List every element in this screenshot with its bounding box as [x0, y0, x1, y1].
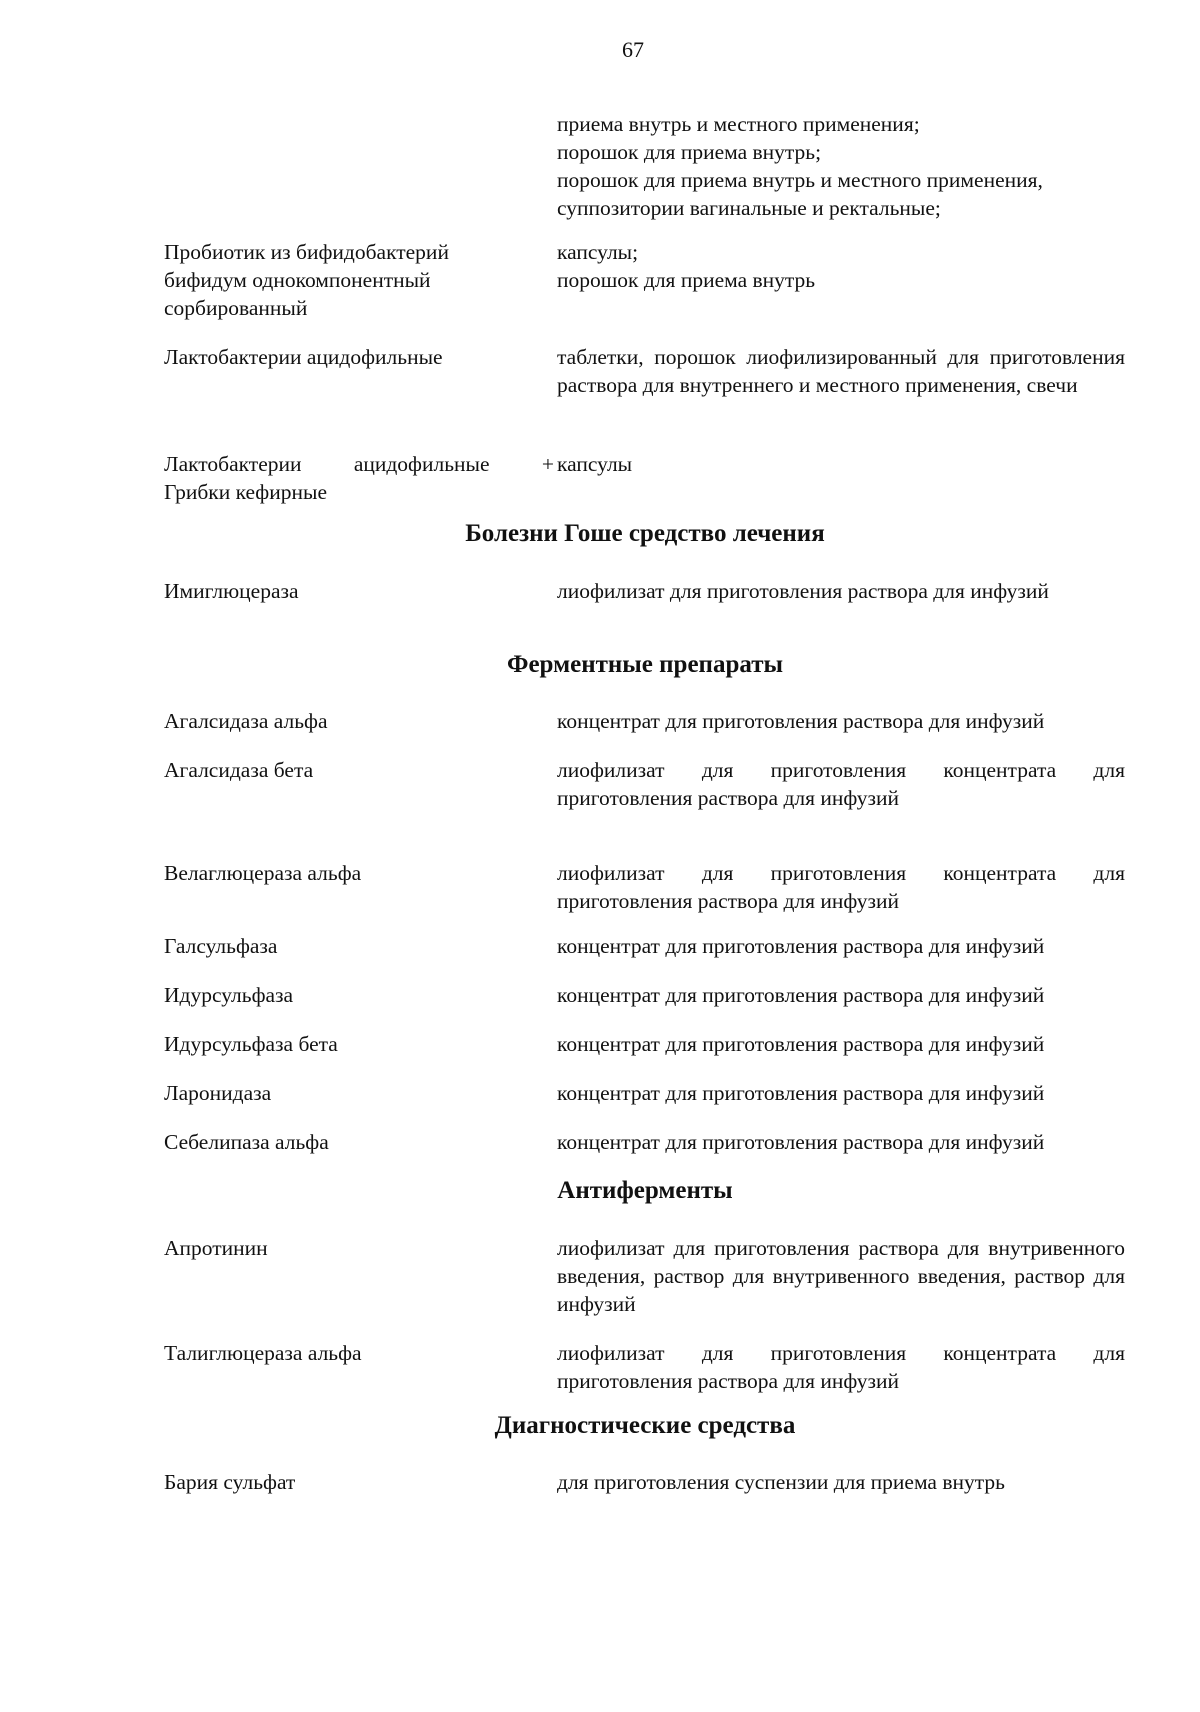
- drug-name: Лактобактерии ацидофильные: [164, 345, 443, 369]
- dosage-form: концентрат для приготовления раствора для инфузий: [557, 983, 1045, 1007]
- dosage-form: лиофилизат для приготовления концентрата для приготовления раствора для инфузий: [557, 758, 1125, 810]
- drug-name: [164, 450, 554, 506]
- drug-name: Бария сульфат: [164, 1470, 296, 1494]
- name-word: ацидофильные: [353, 452, 490, 476]
- drug-name: Агалсидаза альфа: [164, 709, 328, 733]
- dosage-form: концентрат для приготовления раствора для инфузий: [557, 1032, 1045, 1056]
- drug-name: Идурсульфаза: [164, 983, 294, 1007]
- dosage-form: капсулы: [557, 452, 633, 476]
- drug-name: Апротинин: [164, 1236, 268, 1260]
- name-word: Лактобактерии: [164, 452, 302, 476]
- text-line: порошок для приема внутрь;: [557, 140, 822, 164]
- text-line: Пробиотик из бифидобактерий: [164, 240, 449, 264]
- intro-continuation: [557, 110, 1125, 222]
- page-number: 67: [622, 37, 644, 62]
- dosage-form: лиофилизат для приготовления раствора для инфузий: [557, 579, 1049, 603]
- dosage-form: для приготовления суспензии для приема внутрь: [557, 1470, 1005, 1494]
- drug-name: Велаглюцераза альфа: [164, 861, 362, 885]
- dosage-form: [557, 238, 1125, 294]
- dosage-form: лиофилизат для приготовления концентрата для приготовления раствора для инфузий: [557, 1341, 1125, 1393]
- text-line: бифидум однокомпонентный: [164, 268, 431, 292]
- drug-name: Идурсульфаза бета: [164, 1032, 338, 1056]
- text-line: капсулы;: [557, 240, 639, 264]
- text-line: сорбированный: [164, 296, 308, 320]
- text-line: приема внутрь и местного применения;: [557, 112, 920, 136]
- dosage-form: концентрат для приготовления раствора для инфузий: [557, 709, 1045, 733]
- section-heading: Болезни Гоше средство лечения: [465, 520, 825, 547]
- plus-sign: +: [541, 452, 554, 476]
- section-heading: Ферментные препараты: [506, 651, 784, 678]
- drug-name: Себелипаза альфа: [164, 1130, 329, 1154]
- dosage-form: концентрат для приготовления раствора для инфузий: [557, 934, 1045, 958]
- drug-name: Ларонидаза: [164, 1081, 272, 1105]
- name-line: Грибки кефирные: [164, 480, 327, 504]
- section-heading: Антиферменты: [557, 1177, 733, 1204]
- drug-name: Талиглюцераза альфа: [164, 1341, 362, 1365]
- text-line: порошок для приема внутрь и местного применения,: [557, 168, 1043, 192]
- dosage-form: лиофилизат для приготовления концентрата для приготовления раствора для инфузий: [557, 861, 1125, 913]
- dosage-form: концентрат для приготовления раствора для инфузий: [557, 1130, 1045, 1154]
- drug-name: Галсульфаза: [164, 934, 278, 958]
- dosage-form: концентрат для приготовления раствора для инфузий: [557, 1081, 1045, 1105]
- section-heading: Диагностические средства: [494, 1412, 796, 1439]
- drug-name: Имиглюцераза: [164, 579, 299, 603]
- drug-name: [164, 238, 510, 322]
- text-line: суппозитории вагинальные и ректальные;: [557, 196, 941, 220]
- dosage-form: лиофилизат для приготовления раствора для внутривенного введения, раствор для внутривенного введения, раствор для инфузий: [557, 1236, 1125, 1316]
- text-line: порошок для приема внутрь: [557, 268, 816, 292]
- dosage-form: таблетки, порошок лиофилизированный для приготовления раствора для внутреннего и местного применения, свечи: [557, 345, 1125, 397]
- drug-name: Агалсидаза бета: [164, 758, 314, 782]
